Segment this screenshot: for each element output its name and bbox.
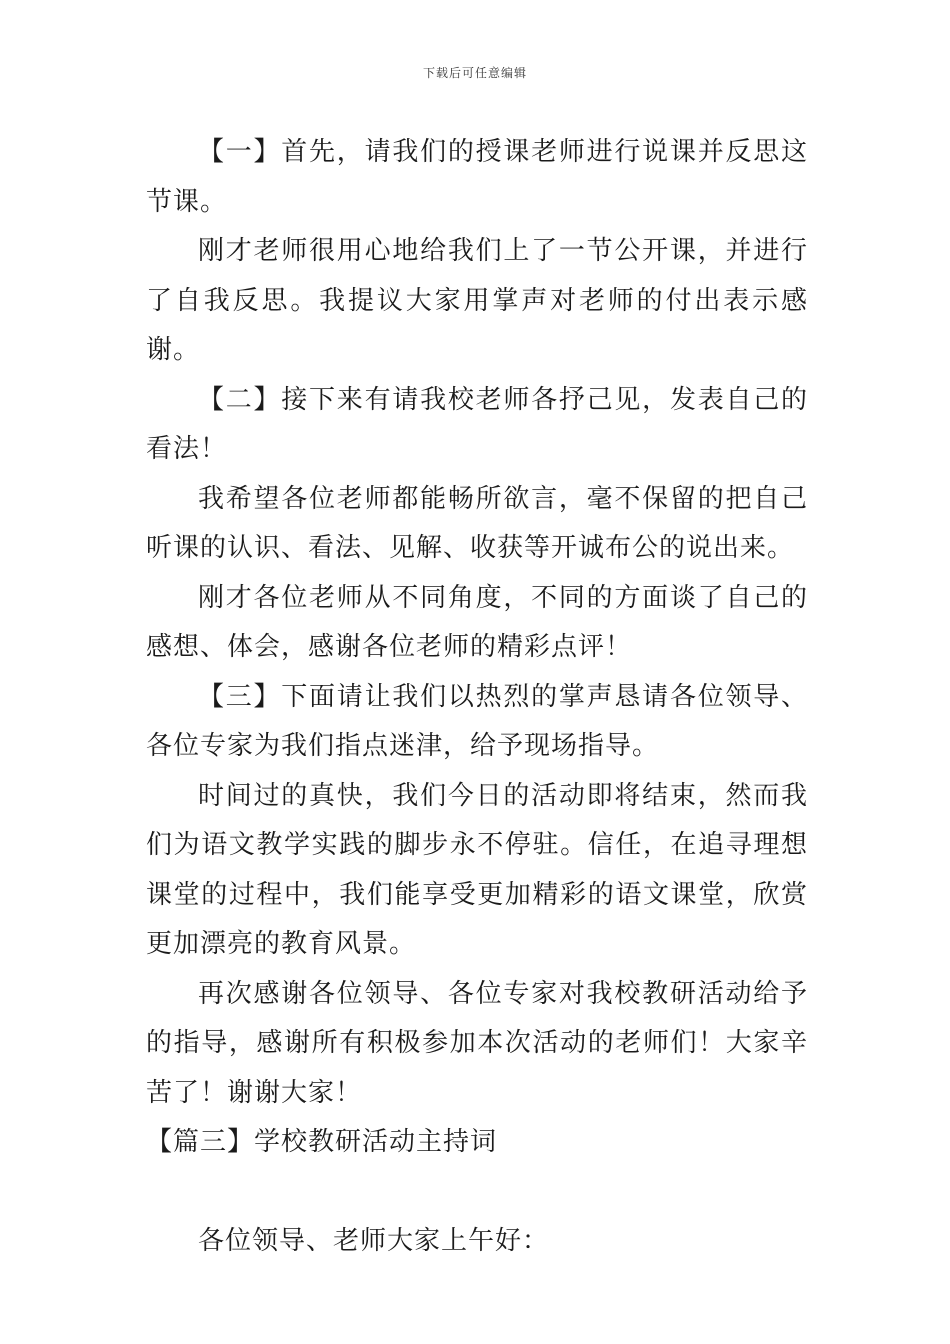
header-note: 下载后可任意编辑 [422, 66, 527, 80]
paragraph-4: 我希望各位老师都能畅所欲言，毫不保留的把自己听课的认识、看法、见解、收获等开诚布公的说出来。 [146, 483, 808, 563]
paragraph-5: 刚才各位老师从不同角度，不同的方面谈了自己的感想、体会，感谢各位老师的精彩点评！ [146, 582, 808, 662]
blank-line [146, 1168, 808, 1218]
paragraph-1: 【一】首先，请我们的授课老师进行说课并反思这节课。 [146, 137, 808, 217]
paragraph-7: 时间过的真快，我们今日的活动即将结束，然而我们为语文教学实践的脚步永不停驻。信任，在追寻理想课堂的过程中，我们能享受更加精彩的语文课堂，欣赏更加漂亮的教育风景。 [146, 780, 808, 959]
document-body [146, 128, 808, 1267]
paragraph-3: 【二】接下来有请我校老师各抒己见，发表自己的看法！ [146, 384, 808, 464]
paragraph-2: 刚才老师很用心地给我们上了一节公开课，并进行了自我反思。我提议大家用掌声对老师的付出表示感谢。 [146, 236, 808, 365]
paragraph-8: 再次感谢各位领导、各位专家对我校教研活动给予的指导，感谢所有积极参加本次活动的老师们！大家辛苦了！谢谢大家！ [146, 978, 808, 1108]
greeting-paragraph: 各位领导、老师大家上午好： [198, 1226, 550, 1256]
section-title: 【篇三】学校教研活动主持词 [146, 1127, 498, 1157]
paragraph-6: 【三】下面请让我们以热烈的掌声恳请各位领导、各位专家为我们指点迷津，给予现场指导。 [146, 681, 808, 761]
